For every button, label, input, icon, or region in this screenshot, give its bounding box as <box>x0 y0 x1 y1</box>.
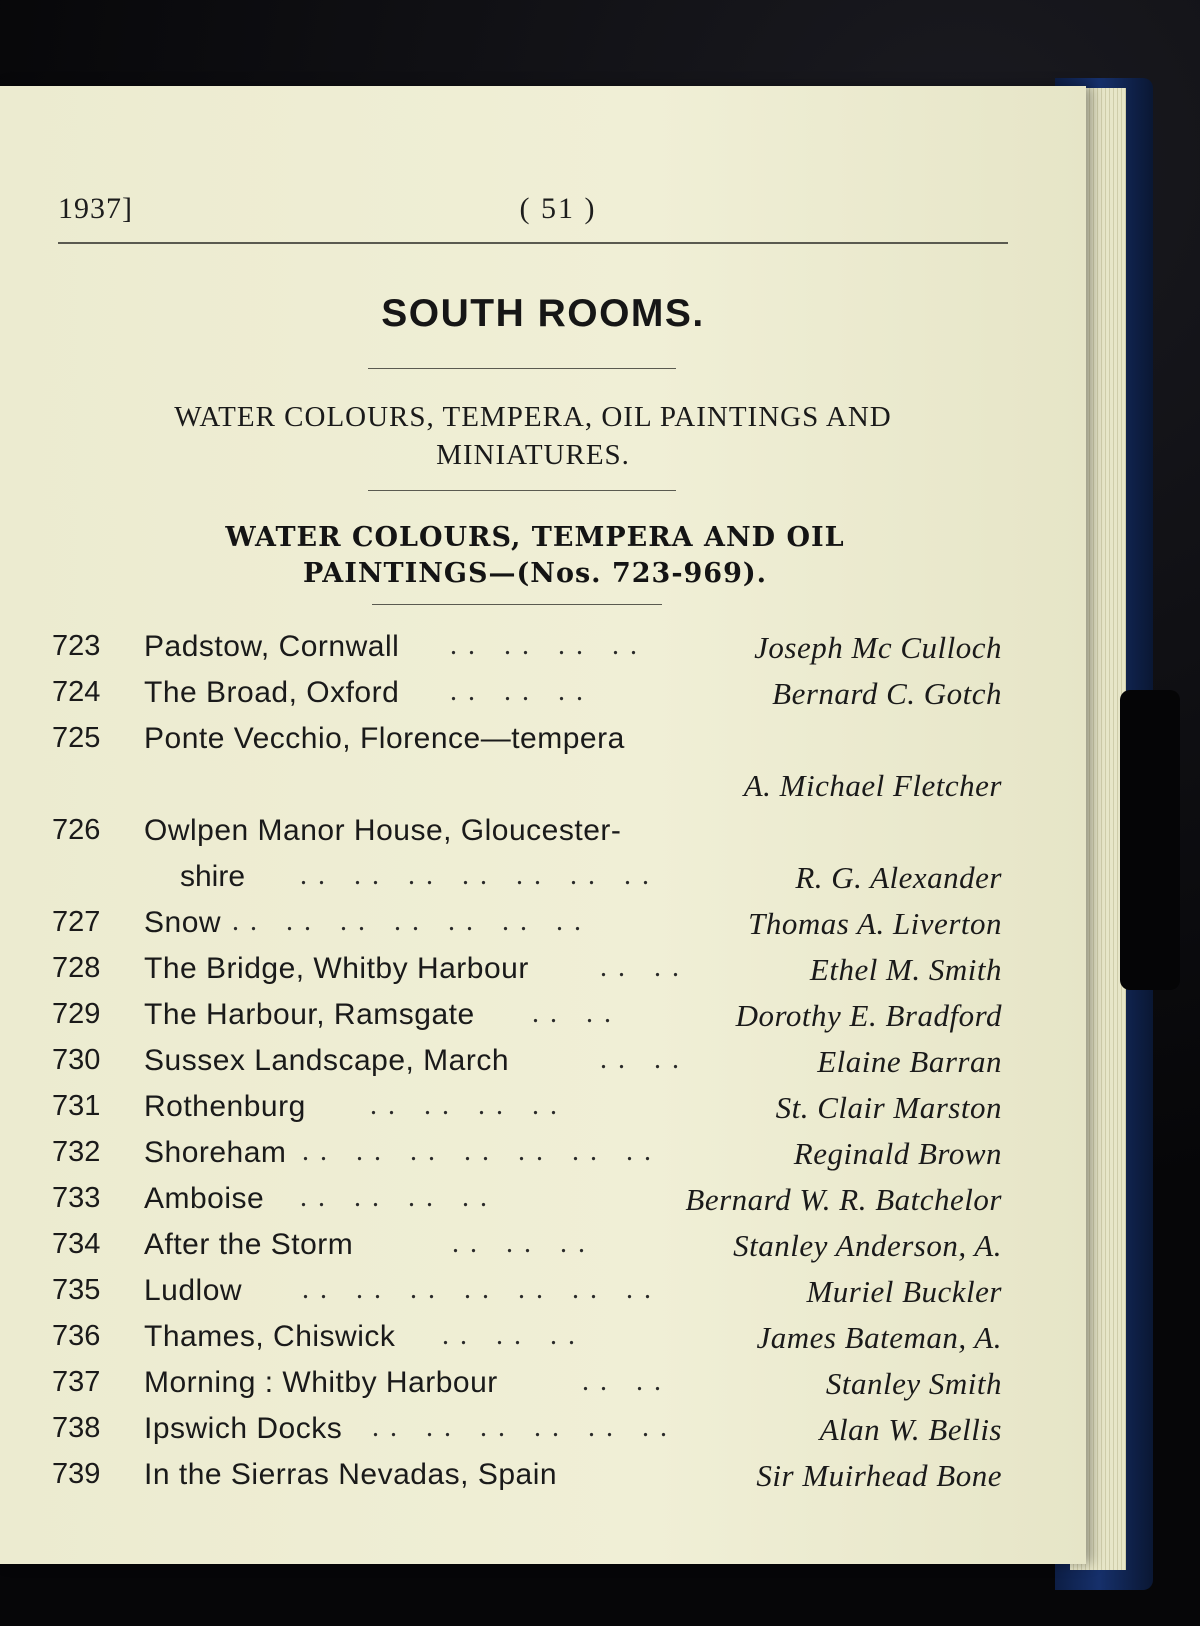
entry-artist: St. Clair Marston <box>775 1090 1002 1125</box>
entry-artist: Muriel Buckler <box>806 1274 1002 1309</box>
catalogue-entry <box>52 630 1002 676</box>
catalogue-entry <box>52 1182 1002 1228</box>
entry-number: 729 <box>52 998 101 1030</box>
catalogue-entry <box>52 676 1002 722</box>
entry-number: 723 <box>52 630 101 662</box>
entry-number: 733 <box>52 1182 101 1214</box>
dot-leaders: . . . . . . . . . . . . . . <box>302 1274 653 1305</box>
entry-number: 735 <box>52 1274 101 1306</box>
entry-title: After the Storm <box>144 1228 354 1261</box>
entry-title: Thames, Chiswick <box>144 1320 396 1353</box>
entry-artist: Dorothy E. Bradford <box>735 998 1002 1033</box>
entry-number: 734 <box>52 1228 101 1260</box>
rooms-subtitle <box>58 398 1008 474</box>
catalogue-entry <box>52 1274 1002 1320</box>
entry-number: 739 <box>52 1458 101 1490</box>
dot-leaders: . . . . . . . . <box>450 630 639 661</box>
entry-number: 731 <box>52 1090 101 1122</box>
entry-artist: Ethel M. Smith <box>809 952 1002 987</box>
entry-artist: R. G. Alexander <box>795 860 1002 895</box>
entry-title-continuation: shire <box>180 860 246 893</box>
catalogue-entry <box>52 998 1002 1044</box>
entry-artist: A. Michael Fletcher <box>743 768 1002 803</box>
catalogue-entry <box>52 1458 1002 1504</box>
entry-number: 727 <box>52 906 101 938</box>
entry-number: 737 <box>52 1366 101 1398</box>
dot-leaders: . . . . <box>600 952 681 983</box>
catalogue-entry <box>52 1228 1002 1274</box>
catalogue-entry <box>52 952 1002 998</box>
entry-title: Rothenburg <box>144 1090 306 1123</box>
running-head <box>58 192 1008 232</box>
entry-artist: Sir Muirhead Bone <box>756 1458 1002 1493</box>
catalogue-entry <box>52 1412 1002 1458</box>
dot-leaders: . . . . <box>532 998 613 1029</box>
category-line-1: WATER COLOURS, TEMPERA AND OIL <box>225 522 845 553</box>
subtitle-line-2: MINIATURES. <box>436 439 630 471</box>
dot-leaders: . . . . . . <box>450 676 585 707</box>
dot-leaders: . . . . . . . . <box>300 1182 489 1213</box>
entry-number: 730 <box>52 1044 101 1076</box>
entry-title: Sussex Landscape, March <box>144 1044 510 1077</box>
entry-title: Morning : Whitby Harbour <box>144 1366 498 1399</box>
subtitle-line-1: WATER COLOURS, TEMPERA, OIL PAINTINGS AND <box>174 401 892 433</box>
dot-leaders: . . . . . . <box>442 1320 577 1351</box>
entry-title: Snow <box>144 906 222 939</box>
catalogue-list <box>52 630 1002 1504</box>
entry-artist: James Bateman, A. <box>756 1320 1002 1355</box>
entry-title: Owlpen Manor House, Gloucester- <box>144 814 622 847</box>
entry-title: Ipswich Docks <box>144 1412 343 1445</box>
entry-number: 738 <box>52 1412 101 1444</box>
entry-artist: Bernard C. Gotch <box>772 676 1002 711</box>
section-title: SOUTH ROOMS. <box>381 292 705 335</box>
entry-title: The Harbour, Ramsgate <box>144 998 475 1031</box>
dot-leaders: . . . . . . <box>452 1228 587 1259</box>
entry-artist: Thomas A. Liverton <box>748 906 1002 941</box>
divider-rule <box>372 604 662 605</box>
catalogue-entry <box>52 1044 1002 1090</box>
entry-artist: Reginald Brown <box>793 1136 1002 1171</box>
dot-leaders: . . . . <box>600 1044 681 1075</box>
cover-clip <box>1120 690 1180 990</box>
dot-leaders: . . . . . . . . . . . . . . <box>302 1136 653 1167</box>
entry-artist: Elaine Barran <box>817 1044 1002 1079</box>
entry-number: 732 <box>52 1136 101 1168</box>
divider-rule <box>368 490 676 491</box>
catalogue-entry <box>52 1090 1002 1136</box>
header-rule <box>58 242 1008 244</box>
entry-number: 724 <box>52 676 101 708</box>
entry-title: Amboise <box>144 1182 265 1215</box>
catalogue-entry <box>52 722 1002 814</box>
entry-number: 725 <box>52 722 101 754</box>
dot-leaders: . . . . <box>582 1366 663 1397</box>
dot-leaders: . . . . . . . . <box>370 1090 559 1121</box>
catalogue-entry <box>52 814 1002 906</box>
entry-title: The Broad, Oxford <box>144 676 400 709</box>
dot-leaders: . . . . . . . . . . . . <box>372 1412 669 1443</box>
catalogue-entry <box>52 1136 1002 1182</box>
dot-leaders: . . . . . . . . . . . . . . <box>232 906 583 937</box>
entry-number: 736 <box>52 1320 101 1352</box>
entry-artist: Stanley Anderson, A. <box>733 1228 1002 1263</box>
entry-number: 728 <box>52 952 101 984</box>
category-line-2: PAINTINGS—(Nos. 723-969). <box>302 558 768 589</box>
entry-artist: Bernard W. R. Batchelor <box>685 1182 1002 1217</box>
catalogue-entry <box>52 906 1002 952</box>
entry-title: The Bridge, Whitby Harbour <box>144 952 529 985</box>
page-number: ( 51 ) <box>519 192 597 225</box>
catalogue-entry <box>52 1366 1002 1412</box>
entry-title: Ludlow <box>144 1274 243 1307</box>
divider-rule <box>368 368 676 369</box>
entry-title: Padstow, Cornwall <box>144 630 400 663</box>
year-label: 1937] <box>58 192 133 225</box>
entry-number: 726 <box>52 814 101 846</box>
entry-title: Ponte Vecchio, Florence—tempera <box>144 722 625 755</box>
entry-title: Shoreham <box>144 1136 287 1169</box>
entry-artist: Alan W. Bellis <box>819 1412 1002 1447</box>
category-heading <box>120 520 950 592</box>
entry-title: In the Sierras Nevadas, Spain <box>144 1458 558 1491</box>
entry-artist: Joseph Mc Culloch <box>754 630 1002 665</box>
catalogue-entry <box>52 1320 1002 1366</box>
entry-artist: Stanley Smith <box>825 1366 1002 1401</box>
dot-leaders: . . . . . . . . . . . . . . <box>300 860 651 891</box>
